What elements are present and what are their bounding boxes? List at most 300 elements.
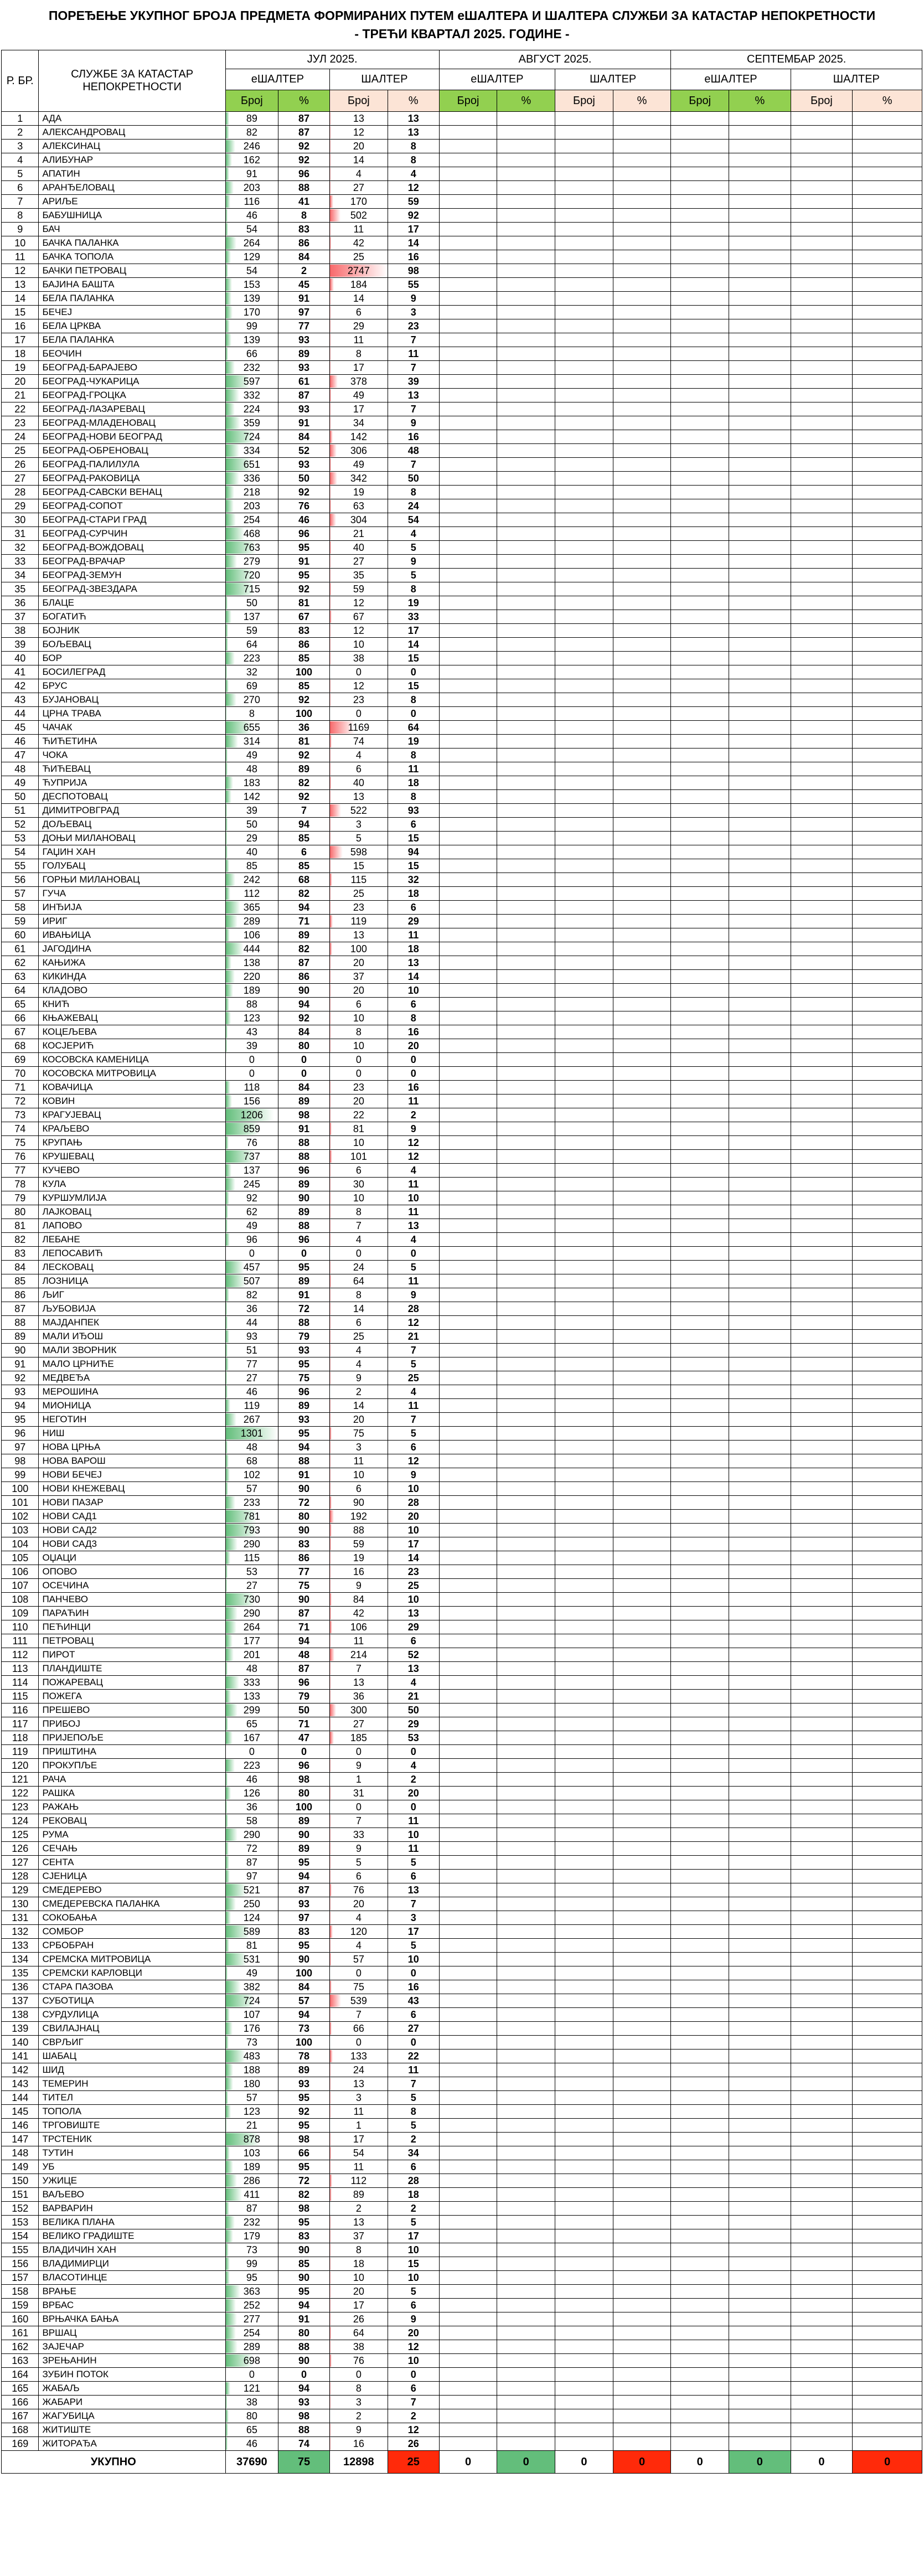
jul-esalter-broj [225,1994,278,2008]
jul-salter-pct: 9 [388,2312,439,2326]
empty-month-cell [439,790,497,804]
empty-month-cell [853,1067,922,1081]
empty-month-cell [853,153,922,167]
empty-month-cell [853,859,922,873]
row-number: 81 [2,1219,39,1233]
salter-data-bar [330,320,331,332]
empty-month-cell [671,2050,729,2063]
table-row [2,375,922,389]
jul-esalter-broj [225,1634,278,1648]
empty-month-cell [791,306,853,319]
esalter-data-bar [226,1413,236,1426]
empty-month-cell [791,513,853,527]
empty-month-cell [729,2257,791,2271]
empty-month-cell [497,1939,555,1953]
row-number: 44 [2,707,39,721]
jul-salter-broj [330,1607,388,1620]
empty-month-cell [439,2133,497,2146]
jul-esalter-pct: 94 [278,2008,330,2022]
jul-salter-broj [330,2354,388,2368]
empty-month-cell [613,472,671,486]
jul-salter-pct: 54 [388,513,439,527]
empty-month-cell [613,901,671,915]
empty-month-cell [853,389,922,402]
jul-salter-pct: 9 [388,1468,439,1482]
empty-month-cell [439,458,497,472]
empty-month-cell [613,1039,671,1053]
empty-month-cell [497,181,555,195]
jul-esalter-broj [225,513,278,527]
empty-month-cell [439,1787,497,1800]
empty-month-cell [791,1883,853,1897]
service-name: БЕОГРАД-ЛАЗАРЕВАЦ [39,402,225,416]
empty-month-cell [613,721,671,735]
empty-month-cell [497,762,555,776]
esalter-data-bar [226,1206,228,1218]
jul-esalter-broj-value: 139 [243,293,260,304]
empty-month-cell [729,1288,791,1302]
esalter-data-bar [226,1455,229,1467]
jul-esalter-broj [225,444,278,458]
jul-esalter-broj-value: 129 [243,251,260,262]
jul-salter-broj-value: 16 [353,2438,364,2449]
jul-salter-pct: 6 [388,901,439,915]
jul-esalter-broj [225,970,278,984]
empty-month-cell [671,2146,729,2160]
jul-salter-broj [330,1053,388,1067]
jul-salter-broj-value: 119 [350,916,367,927]
table-row [2,2146,922,2160]
empty-month-cell [613,513,671,527]
empty-month-cell [555,928,613,942]
esalter-data-bar [226,306,233,318]
empty-month-cell [791,2036,853,2050]
jul-esalter-pct: 75 [278,1371,330,1385]
salter-data-bar [330,209,340,221]
jul-salter-pct: 5 [388,2285,439,2299]
salter-data-bar [330,375,338,388]
service-name: НОВИ БЕЧЕЈ [39,1468,225,1482]
jul-salter-broj-value: 3 [355,819,362,830]
empty-month-cell [729,1787,791,1800]
empty-month-cell [853,1648,922,1662]
jul-esalter-broj [225,319,278,333]
jul-salter-broj-value: 214 [350,1649,367,1660]
jul-esalter-broj-value: 254 [243,514,260,525]
jul-salter-pct: 4 [388,1233,439,1247]
jul-salter-broj [330,1994,388,2008]
jul-salter-pct: 16 [388,1980,439,1994]
jul-salter-broj [330,306,388,319]
empty-month-cell [439,1191,497,1205]
empty-month-cell [555,1482,613,1496]
empty-month-cell [791,1565,853,1579]
empty-month-cell [497,970,555,984]
jul-esalter-broj [225,2077,278,2091]
row-number: 18 [2,347,39,361]
empty-month-cell [497,1233,555,1247]
empty-month-cell [555,2299,613,2312]
jul-esalter-pct: 68 [278,873,330,887]
empty-month-cell [497,1953,555,1966]
empty-month-cell [853,790,922,804]
empty-month-cell [439,1579,497,1593]
jul-esalter-broj [225,2202,278,2216]
empty-month-cell [497,1842,555,1856]
empty-month-cell [671,735,729,748]
salter-data-bar [330,1690,331,1702]
empty-month-cell [439,167,497,181]
jul-esalter-pct: 89 [278,1274,330,1288]
jul-esalter-broj [225,2008,278,2022]
empty-month-cell [671,1690,729,1703]
jul-salter-broj [330,1620,388,1634]
empty-month-cell [791,2340,853,2354]
jul-salter-pct: 16 [388,250,439,264]
jul-esalter-broj-value: 859 [243,1123,260,1134]
jul-esalter-broj [225,1828,278,1842]
table-row [2,112,922,126]
jul-esalter-broj-value: 250 [243,1898,260,1909]
empty-month-cell [729,1759,791,1773]
empty-month-cell [613,1953,671,1966]
jul-esalter-broj [225,818,278,832]
empty-month-cell [439,236,497,250]
service-name: АЛЕКСИНАЦ [39,140,225,153]
empty-month-cell [497,2368,555,2382]
esalter-data-bar [226,1718,229,1730]
service-name: ПРИБОЈ [39,1717,225,1731]
empty-month-cell [671,250,729,264]
jul-esalter-broj [225,1136,278,1150]
salter-data-bar [330,445,337,457]
jul-salter-broj [330,292,388,306]
jul-salter-broj-value: 27 [353,1718,364,1730]
jul-esalter-broj-value: 264 [243,1622,260,1633]
empty-month-cell [853,2243,922,2257]
empty-month-cell [729,1925,791,1939]
service-name: БАЧКИ ПЕТРОВАЦ [39,264,225,278]
jul-salter-broj-value: 74 [353,736,364,747]
empty-month-cell [791,209,853,223]
jul-esalter-broj-value: 99 [246,321,257,332]
esalter-data-bar [226,1663,228,1675]
service-name: КУЧЕВО [39,1164,225,1178]
row-number: 29 [2,499,39,513]
jul-salter-broj-value: 42 [353,1608,364,1619]
empty-month-cell [497,236,555,250]
row-number: 80 [2,1205,39,1219]
jul-salter-pct: 92 [388,209,439,223]
salter-data-bar [330,362,331,374]
jul-esalter-pct: 92 [278,2105,330,2119]
empty-month-cell [671,818,729,832]
service-name: КРУШЕВАЦ [39,1150,225,1164]
empty-month-cell [853,2423,922,2437]
jul-salter-broj [330,472,388,486]
salter-data-bar [330,514,336,526]
jul-esalter-broj-value: 82 [246,1289,257,1300]
empty-month-cell [555,832,613,845]
service-name: ЉИГ [39,1288,225,1302]
jul-esalter-broj-value: 43 [246,1026,257,1037]
empty-month-cell [671,679,729,693]
jul-salter-broj [330,1939,388,1953]
empty-month-cell [729,236,791,250]
empty-month-cell [791,2396,853,2409]
jul-salter-broj-value: 4 [355,750,362,761]
jul-esalter-broj-value: 97 [246,1871,257,1882]
jul-esalter-pct: 90 [278,984,330,998]
empty-month-cell [671,1261,729,1274]
jul-salter-broj [330,2409,388,2423]
empty-month-cell [791,1441,853,1454]
empty-month-cell [613,1883,671,1897]
empty-month-cell [613,2133,671,2146]
empty-month-cell [729,2008,791,2022]
jul-salter-pct: 2 [388,2409,439,2423]
jul-esalter-broj [225,1427,278,1441]
empty-month-cell [791,499,853,513]
table-row [2,2271,922,2285]
jul-salter-broj-value: 0 [355,1248,362,1259]
empty-month-cell [439,679,497,693]
service-name: ГУЧА [39,887,225,901]
table-row [2,707,922,721]
empty-month-cell [791,1302,853,1316]
jul-salter-broj [330,2133,388,2146]
jul-esalter-pct: 86 [278,970,330,984]
esalter-data-bar [226,943,244,955]
empty-month-cell [555,1966,613,1980]
empty-month-cell [497,998,555,1011]
jul-esalter-broj-value: 242 [243,874,260,885]
jul-esalter-pct: 0 [278,2368,330,2382]
jul-esalter-pct: 87 [278,1662,330,1676]
table-row [2,264,922,278]
empty-month-cell [497,569,555,582]
empty-month-cell [613,1178,671,1191]
jul-esalter-broj-value: 224 [243,404,260,415]
empty-month-cell [729,2133,791,2146]
jul-salter-broj [330,804,388,818]
jul-esalter-pct: 75 [278,1579,330,1593]
jul-esalter-broj-value: 720 [243,570,260,581]
empty-month-cell [613,1095,671,1108]
jul-esalter-broj [225,2216,278,2229]
empty-month-cell [853,1219,922,1233]
empty-month-cell [853,1966,922,1980]
empty-month-cell [853,2160,922,2174]
esalter-data-bar [226,2285,240,2298]
jul-esalter-pct: 61 [278,375,330,389]
empty-month-cell [729,1496,791,1510]
jul-salter-pct: 14 [388,638,439,652]
salter-data-bar [330,1829,331,1841]
table-row [2,1178,922,1191]
header-pct: % [729,90,791,112]
jul-esalter-broj [225,1953,278,1966]
jul-salter-pct: 12 [388,181,439,195]
empty-month-cell [439,2008,497,2022]
jul-salter-broj [330,2022,388,2036]
empty-month-cell [497,1081,555,1095]
empty-month-cell [555,1302,613,1316]
jul-esalter-broj-value: 290 [243,1539,260,1550]
jul-salter-pct: 2 [388,1108,439,1122]
empty-month-cell [729,2368,791,2382]
empty-month-cell [497,1759,555,1773]
service-name: КРУПАЊ [39,1136,225,1150]
esalter-data-bar [226,2258,230,2270]
empty-month-cell [853,1136,922,1150]
jul-esalter-broj [225,1662,278,1676]
empty-month-cell [497,167,555,181]
salter-data-bar [330,611,332,623]
table-row [2,2299,922,2312]
empty-month-cell [497,1482,555,1496]
table-row [2,195,922,209]
jul-esalter-broj-value: 763 [243,542,260,553]
empty-month-cell [497,1136,555,1150]
jul-salter-broj-value: 88 [353,1525,364,1536]
header-rb: Р. БР. [2,50,39,112]
salter-data-bar [330,1109,331,1121]
table-row [2,1537,922,1551]
jul-salter-pct: 32 [388,873,439,887]
empty-month-cell [439,1551,497,1565]
salter-data-bar [330,1732,334,1744]
jul-salter-broj [330,1219,388,1233]
row-number: 27 [2,472,39,486]
empty-month-cell [439,1897,497,1911]
jul-salter-broj-value: 42 [353,238,364,249]
empty-month-cell [729,167,791,181]
empty-month-cell [555,444,613,458]
empty-month-cell [671,1856,729,1870]
empty-month-cell [497,1454,555,1468]
jul-esalter-broj-value: 36 [246,1303,257,1314]
service-name: БЕОГРАД-ЧУКАРИЦА [39,375,225,389]
jul-esalter-broj-value: 698 [243,2355,260,2366]
jul-salter-broj-value: 9 [355,2424,362,2435]
empty-month-cell [555,1496,613,1510]
jul-salter-broj-value: 13 [353,930,364,941]
jul-esalter-broj [225,1302,278,1316]
empty-month-cell [729,2188,791,2202]
jul-esalter-broj [225,1593,278,1607]
jul-salter-broj-value: 13 [353,113,364,124]
empty-month-cell [497,859,555,873]
jul-salter-broj-value: 13 [353,1677,364,1688]
table-row [2,486,922,499]
empty-month-cell [729,416,791,430]
empty-month-cell [555,1039,613,1053]
esalter-data-bar [226,1759,235,1772]
service-name: БОСИЛЕГРАД [39,665,225,679]
service-name: ЗУБИН ПОТОК [39,2368,225,2382]
empty-month-cell [853,1441,922,1454]
esalter-data-bar [226,486,235,498]
header-salter-jul: ШАЛТЕР [330,69,440,90]
empty-month-cell [671,153,729,167]
jul-esalter-broj [225,610,278,624]
esalter-data-bar [226,2147,230,2159]
row-number: 150 [2,2174,39,2188]
jul-salter-broj [330,1676,388,1690]
salter-data-bar [330,2438,331,2450]
jul-esalter-pct: 97 [278,306,330,319]
empty-month-cell [439,596,497,610]
esalter-data-bar [226,320,230,332]
jul-esalter-pct: 89 [278,2063,330,2077]
empty-month-cell [853,1565,922,1579]
empty-month-cell [671,2368,729,2382]
empty-month-cell [791,2202,853,2216]
jul-esalter-broj-value: 82 [246,127,257,138]
empty-month-cell [791,1510,853,1524]
salter-data-bar [330,2327,331,2339]
row-number: 79 [2,1191,39,1205]
jul-salter-pct: 39 [388,375,439,389]
empty-month-cell [439,1413,497,1427]
empty-month-cell [613,2174,671,2188]
empty-month-cell [671,1385,729,1399]
jul-esalter-broj [225,402,278,416]
jul-salter-broj-value: 112 [350,2175,367,2186]
empty-month-cell [791,319,853,333]
table-row [2,1399,922,1413]
empty-month-cell [791,1787,853,1800]
empty-month-cell [439,1607,497,1620]
empty-month-cell [439,486,497,499]
empty-month-cell [853,1787,922,1800]
service-name: БАЈИНА БАШТА [39,278,225,292]
empty-month-cell [671,748,729,762]
empty-month-cell [555,319,613,333]
empty-month-cell [729,209,791,223]
empty-month-cell [729,1980,791,1994]
empty-month-cell [671,2396,729,2409]
esalter-data-bar [226,846,228,858]
empty-month-cell [497,1150,555,1164]
empty-month-cell [439,1883,497,1897]
empty-month-cell [853,444,922,458]
jul-esalter-pct: 90 [278,1828,330,1842]
empty-month-cell [555,1551,613,1565]
total-septembar-esalter-pct: 0 [729,2451,791,2474]
empty-month-cell [497,1870,555,1883]
jul-salter-pct: 10 [388,2354,439,2368]
esalter-data-bar [226,1870,230,1882]
service-name: СЈЕНИЦА [39,1870,225,1883]
jul-salter-broj-value: 0 [355,1801,362,1813]
empty-month-cell [497,361,555,375]
empty-month-cell [497,679,555,693]
empty-month-cell [791,389,853,402]
empty-month-cell [853,818,922,832]
empty-month-cell [853,250,922,264]
jul-esalter-broj-value: 715 [243,584,260,595]
empty-month-cell [497,2340,555,2354]
jul-salter-broj-value: 34 [353,417,364,429]
service-name: ГОЛУБАЦ [39,859,225,873]
jul-esalter-broj [225,2299,278,2312]
jul-esalter-pct: 79 [278,1330,330,1344]
empty-month-cell [613,347,671,361]
empty-month-cell [439,1150,497,1164]
empty-month-cell [555,1579,613,1593]
